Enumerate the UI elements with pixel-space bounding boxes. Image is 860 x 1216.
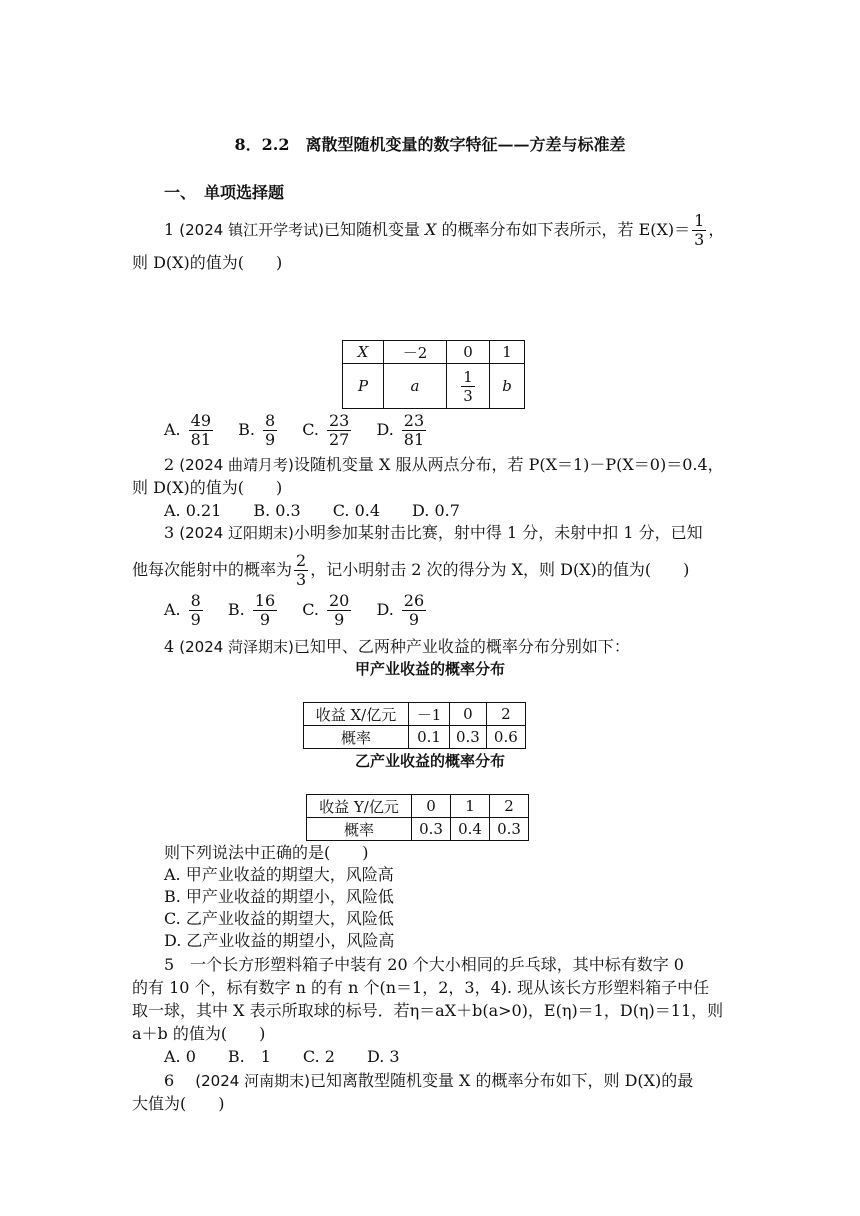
option-d[interactable]: D. $\frac{26}{9}$ <box>376 591 425 629</box>
table-cell: 2 <box>486 703 525 726</box>
question-source: (2024 镇江开学考试) <box>179 221 324 239</box>
table-cell: 1 <box>490 341 525 364</box>
table-caption-a: 甲产业收益的概率分布 <box>354 660 505 678</box>
question-5-line-3: 取一球，其中 X 表示所取球的标号．若η＝aX＋b(a>0)，E(η)＝1，D(η)＝11，则 <box>132 1001 724 1020</box>
question-5-options: A. 0 B. 1 C. 2 D. 3 <box>164 1047 400 1066</box>
table-cell: 0.6 <box>486 726 525 749</box>
table-cell: 0.3 <box>450 726 487 749</box>
question-source: (2024 菏泽期末) <box>179 638 294 656</box>
table-cell: 0.3 <box>490 818 529 841</box>
question-6-line-1: 6 (2024 河南期末)已知离散型随机变量 X 的概率分布如下，则 D(X)的最 <box>164 1071 694 1090</box>
option-c[interactable]: C. $\frac{20}{9}$ <box>302 591 350 629</box>
question-source: (2024 曲靖月考) <box>179 456 294 474</box>
question-3-options <box>164 592 446 629</box>
option-b[interactable]: B. 甲产业收益的期望小，风险低 <box>164 887 394 906</box>
option-c[interactable]: C. 乙产业收益的期望大，风险低 <box>164 909 394 928</box>
option-a[interactable]: A. 甲产业收益的期望大，风险高 <box>164 865 394 884</box>
option-b[interactable]: B. $\frac{8}{9}$ <box>238 411 276 449</box>
question-2-options: A. 0.21 B. 0.3 C. 0.4 D. 0.7 <box>164 501 460 520</box>
table-row <box>343 364 525 409</box>
table-cell: 0 <box>412 795 451 818</box>
option-b[interactable]: B. $\frac{16}{9}$ <box>227 591 276 629</box>
section-heading: 一、 单项选择题 <box>164 183 285 202</box>
question-2-line-1: 2 (2024 曲靖月考)设随机变量 X 服从两点分布，若 P(X＝1)－P(X＝0)＝0.4， <box>164 455 724 474</box>
distribution-table-1 <box>342 340 525 409</box>
distribution-table-b <box>306 794 529 841</box>
question-3-line-2: 他每次能射中的概率为 $\frac{2}{3}$ ，记小明射击 2 次的得分为 X，则 D(X)的值为( ) <box>132 551 690 589</box>
question-5-line-4: a＋b 的值为( ) <box>132 1024 266 1043</box>
question-1-options <box>164 412 446 449</box>
question-3-line-1: 3 (2024 辽阳期末)小明参加某射击比赛，射中得 1 分，未射中扣 1 分，已知 <box>164 523 703 542</box>
table-row <box>307 818 529 841</box>
table-cell: 概率 <box>304 726 409 749</box>
question-5-line-1: 5 一个长方形塑料箱子中装有 20 个大小相同的乒乓球，其中标有数字 0 <box>164 955 684 974</box>
question-4-line-1: 4 (2024 菏泽期末)已知甲、乙两种产业收益的概率分布分别如下： <box>164 637 630 656</box>
question-1-line-1 <box>164 212 724 249</box>
table-row <box>307 795 529 818</box>
option-a[interactable]: A. $\frac{8}{9}$ <box>164 591 201 629</box>
table-cell <box>447 364 490 409</box>
question-6-line-2: 大值为( ) <box>132 1094 225 1113</box>
question-4-stem: 则下列说法中正确的是( ) <box>164 843 369 862</box>
question-source: (2024 河南期末) <box>195 1072 310 1090</box>
fraction: $\frac{1}{3}$ <box>463 367 473 405</box>
table-cell: 0.1 <box>409 726 450 749</box>
question-2-line-2: 则 D(X)的值为( ) <box>132 478 283 497</box>
question-text: 的概率分布如下表所示，若 E(X)＝ <box>436 220 691 239</box>
table-cell: b <box>490 364 525 409</box>
option-d[interactable]: D. $\frac{23}{81}$ <box>376 411 425 449</box>
variable: X <box>425 220 437 239</box>
table-cell: －1 <box>409 703 450 726</box>
table-cell: 0.3 <box>412 818 451 841</box>
page-title: 8．2.2 离散型随机变量的数字特征——方差与标准差 <box>234 135 626 154</box>
question-text: ， <box>708 220 725 239</box>
question-text: 已知随机变量 <box>323 220 426 239</box>
fraction: $\frac{1}{3}$ <box>694 211 705 249</box>
table-cell: 收益 Y/亿元 <box>307 795 412 818</box>
table-cell: 2 <box>490 795 529 818</box>
table-cell: 0 <box>447 341 490 364</box>
table-cell: 1 <box>451 795 490 818</box>
table-caption-b: 乙产业收益的概率分布 <box>354 752 505 770</box>
table-cell: P <box>343 364 384 409</box>
fraction: $\frac{2}{3}$ <box>296 551 307 589</box>
table-cell: 概率 <box>307 818 412 841</box>
table-cell: X <box>343 341 384 364</box>
option-c[interactable]: C. $\frac{23}{27}$ <box>302 411 350 449</box>
question-number: 1 <box>164 220 175 239</box>
table-cell: －2 <box>384 341 447 364</box>
question-1-line-2: 则 D(X)的值为( ) <box>132 253 283 272</box>
distribution-table-a <box>303 702 526 749</box>
option-d[interactable]: D. 乙产业收益的期望小，风险高 <box>164 931 395 950</box>
table-cell: 收益 X/亿元 <box>304 703 409 726</box>
option-a[interactable]: A. $\frac{49}{81}$ <box>164 411 211 449</box>
table-row <box>343 341 525 364</box>
table-cell: a <box>384 364 447 409</box>
question-source: (2024 辽阳期末) <box>179 524 294 542</box>
table-cell: 0.4 <box>451 818 490 841</box>
table-cell: 0 <box>450 703 487 726</box>
question-5-line-2: 的有 10 个，标有数字 n 的有 n 个(n＝1，2，3，4). 现从该长方形塑料箱子中任 <box>132 978 710 997</box>
table-row <box>304 703 526 726</box>
table-row <box>304 726 526 749</box>
